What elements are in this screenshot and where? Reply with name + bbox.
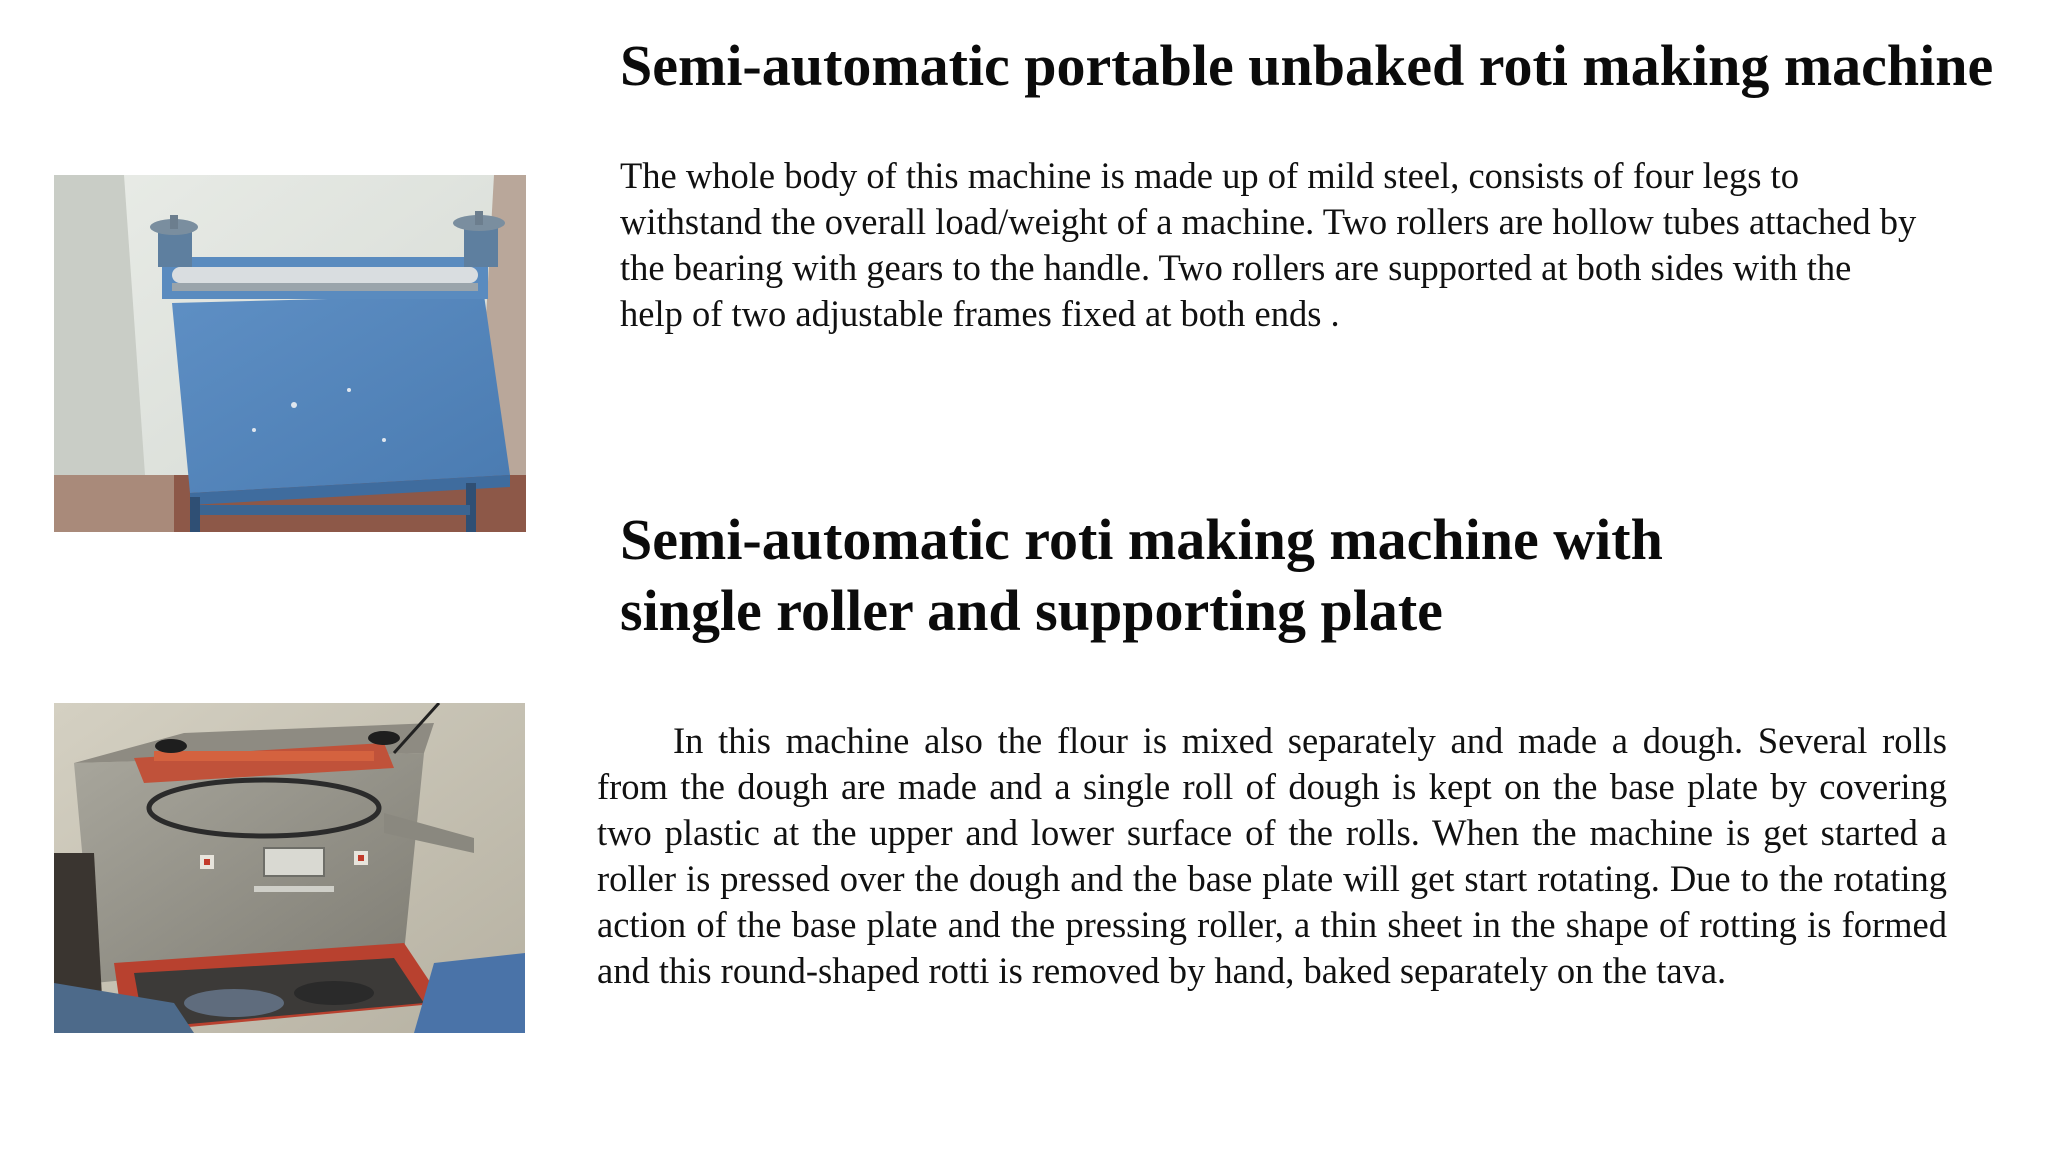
roti-machine-photo-2 xyxy=(54,703,525,1033)
section-1-description-line: withstand the overall load/weight of a machine. Two rollers are hollow tubes attached by xyxy=(620,201,1917,242)
grey-roti-pressing-machine-photo xyxy=(54,703,525,1033)
blue-roti-rolling-table-photo xyxy=(54,175,526,532)
section-1-description-line: help of two adjustable frames fixed at both ends . xyxy=(620,293,1340,334)
section-2-heading-line: single roller and supporting plate xyxy=(620,578,1443,643)
section-2-heading-line: Semi-automatic roti making machine with xyxy=(620,507,1663,572)
section-2-description: In this machine also the flour is mixed separately and made a dough. Several rolls from the dough are made and a single roll of dough is kept on the base plate by covering two plastic at the upper and lower surface of the rolls. When the machine is get started a roller is pressed over the dough and the base plate will get start rotating. Due to the rotating action of the base plate and the pressing roller, a thin sheet in the shape of rotting is formed and this round-shaped rotti is removed by hand, baked separately on the tava. xyxy=(597,720,1947,991)
section-2-heading xyxy=(620,504,1663,646)
roti-machine-photo-1 xyxy=(54,175,526,532)
section-1-heading-line: Semi-automatic portable unbaked roti making machine xyxy=(620,33,1994,98)
section-1-description xyxy=(620,153,1990,337)
section-1-description-line: The whole body of this machine is made up of mild steel, consists of four legs to xyxy=(620,155,1799,196)
section-1-description-line: the bearing with gears to the handle. Two rollers are supported at both sides with the xyxy=(620,247,1852,288)
section-1-heading xyxy=(620,30,1993,101)
